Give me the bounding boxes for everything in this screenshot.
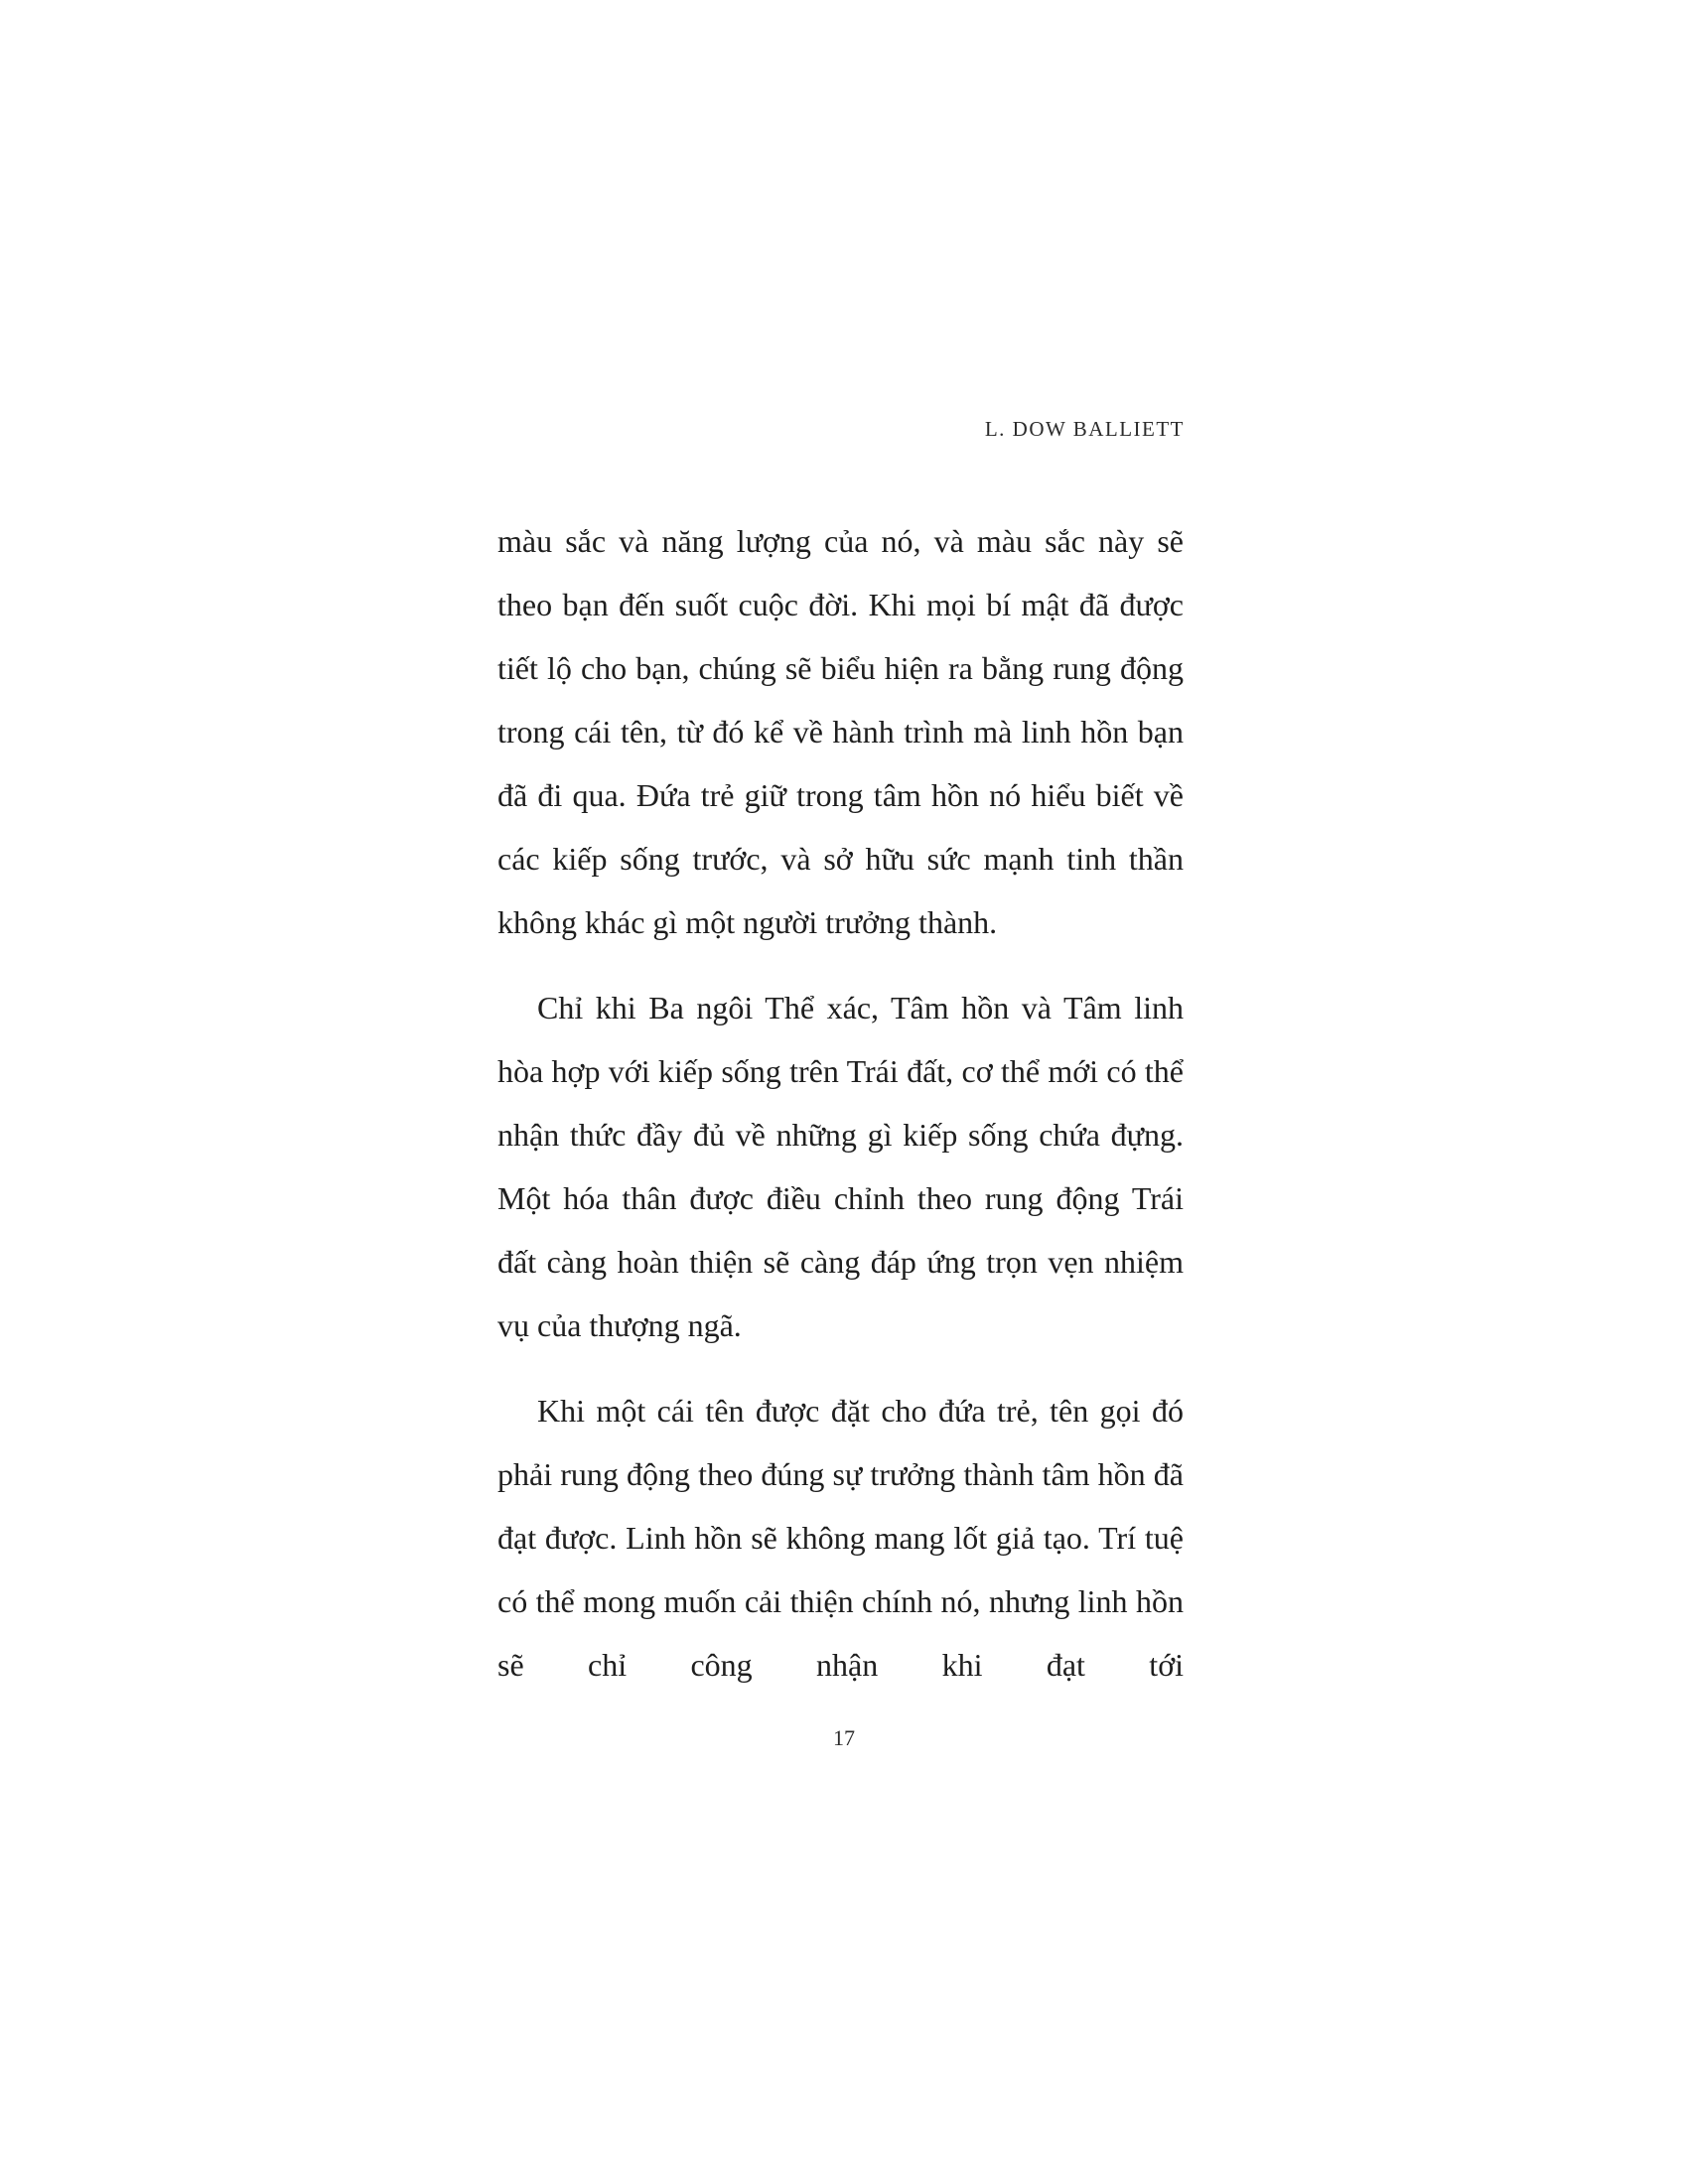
running-header: L. DOW BALLIETT [984,417,1185,441]
paragraph-2: Chỉ khi Ba ngôi Thể xác, Tâm hồn và Tâm linh hòa hợp với kiếp sống trên Trái đất, cơ thể mới có thể nhận thức đầy đủ về những gì kiếp sống chứa đựng. Một hóa thân được điều chỉnh theo rung động Trái đất càng hoàn thiện sẽ càng đáp ứng trọn vẹn nhiệm vụ của thượng ngã. [497,990,1184,1343]
paragraph-1: màu sắc và năng lượng của nó, và màu sắc này sẽ theo bạn đến suốt cuộc đời. Khi mọi bí mật đã được tiết lộ cho bạn, chúng sẽ biểu hiện ra bằng rung động trong cái tên, từ đó kể về hành trình mà linh hồn bạn đã đi qua. Đứa trẻ giữ trong tâm hồn nó hiểu biết về các kiếp sống trước, và sở hữu sức mạnh tinh thần không khác gì một người trưởng thành. [497,523,1184,940]
page-number: 17 [833,1725,855,1750]
paragraph-3: Khi một cái tên được đặt cho đứa trẻ, tên gọi đó phải rung động theo đúng sự trưởng thành tâm hồn đã đạt được. Linh hồn sẽ không mang lốt giả tạo. Trí tuệ có thể mong muốn cải thiện chính nó, nhưng linh hồn sẽ chỉ công nhận khi đạt tới [497,1393,1184,1683]
body-text [497,509,1184,1697]
